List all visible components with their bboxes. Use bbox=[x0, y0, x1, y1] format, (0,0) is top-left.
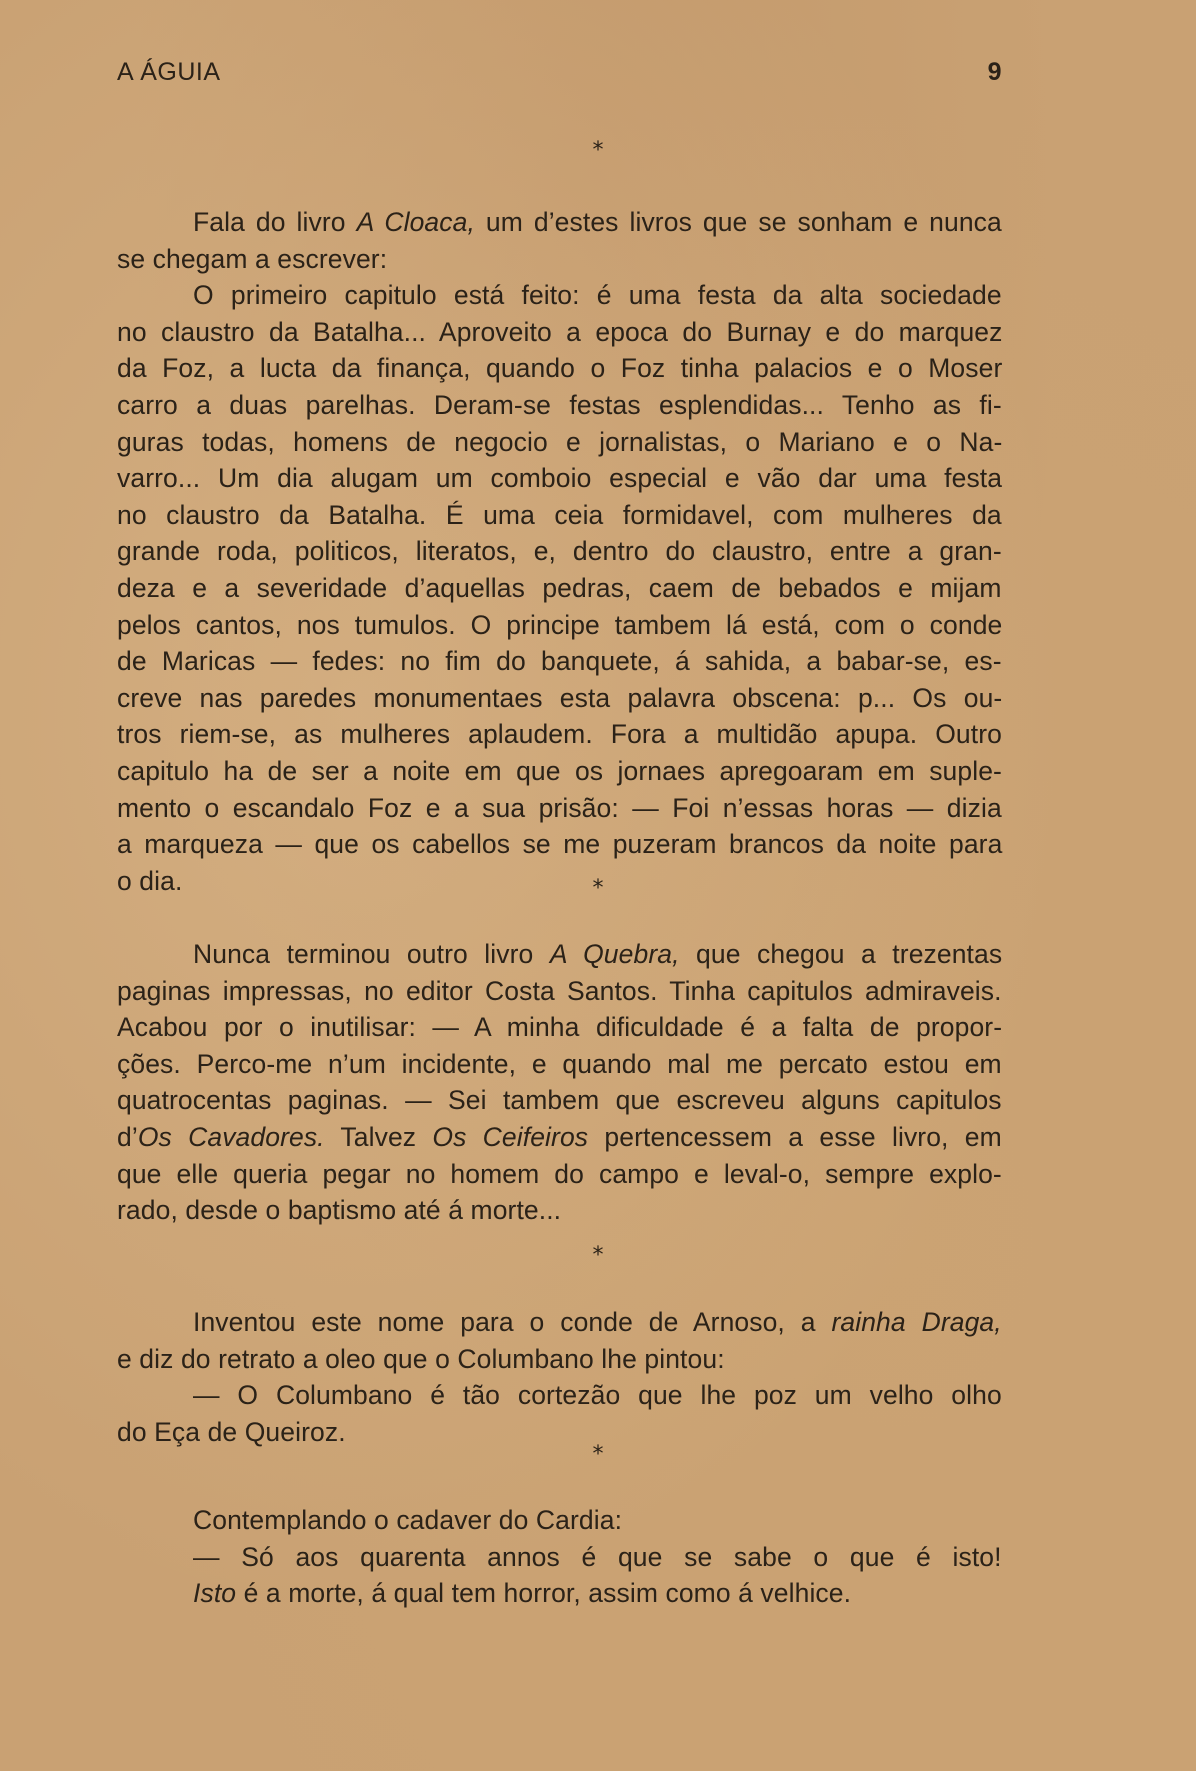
text-line: deza e a severidade d’aquellas pedras, caem de bebados e mijam bbox=[117, 572, 1002, 603]
section-cloaca bbox=[117, 204, 1002, 899]
text-line: e diz do retrato a oleo que o Columbano lhe pintou: bbox=[117, 1343, 725, 1374]
text-line: O primeiro capitulo está feito: é uma festa da alta sociedade bbox=[193, 280, 1002, 311]
text-line: no claustro da Batalha... Aproveito a epoca do Burnay e do marquez bbox=[117, 316, 1003, 347]
text-line: tros riem-se, as mulheres aplaudem. Fora a multidão apupa. Outro bbox=[117, 719, 1002, 750]
text-line: — O Columbano é tão cortezão que lhe poz um velho olho bbox=[193, 1380, 1002, 1411]
text-line: Nunca terminou outro livro A Quebra, que chegou a trezentas bbox=[193, 939, 1003, 969]
italic-title: rainha Draga, bbox=[831, 1307, 1002, 1337]
text-line: Contemplando o cadaver do Cardia: bbox=[193, 1505, 623, 1535]
text-line: pelos cantos, nos tumulos. O principe tambem lá está, com o conde bbox=[117, 609, 1003, 640]
text-line: capitulo ha de ser a noite em que os jornaes apregoaram em suple- bbox=[117, 755, 1002, 786]
section-separator: * bbox=[592, 1442, 604, 1467]
text-line: d’Os Cavadores. Talvez Os Ceifeiros pertencessem a esse livro, em bbox=[117, 1121, 1002, 1152]
text-line: do Eça de Queiroz. bbox=[117, 1416, 346, 1447]
text-line: creve nas paredes monumentaes esta palavra obscena: p... Os ou- bbox=[117, 682, 1003, 713]
section-cardia bbox=[117, 1502, 1002, 1612]
section-quebra bbox=[117, 936, 1002, 1229]
text-line: ções. Perco-me n’um incidente, e quando mal me percato estou em bbox=[117, 1048, 1002, 1079]
italic-title: A Cloaca, bbox=[356, 207, 475, 237]
text-line: Isto é a morte, á qual tem horror, assim como á velhice. bbox=[193, 1578, 852, 1609]
section-separator: * bbox=[592, 138, 604, 163]
text-line: carro a duas parelhas. Deram-se festas esplendidas... Tenho as fi- bbox=[117, 389, 1002, 420]
text-line: quatrocentas paginas. — Sei tambem que escreveu alguns capitulos bbox=[117, 1085, 1002, 1116]
text-line: guras todas, homens de negocio e jornalistas, o Mariano e o Na- bbox=[117, 426, 1003, 457]
journal-title: A ÁGUIA bbox=[117, 58, 221, 86]
text-line: varro... Um dia alugam um comboio especial e vão dar uma festa bbox=[117, 463, 1003, 494]
text-line: que elle queria pegar no homem do campo e leval-o, sempre explo- bbox=[117, 1158, 1002, 1189]
text-line: de Maricas — fedes: no fim do banquete, á sahida, a babar-se, es- bbox=[117, 646, 1002, 677]
section-separator: * bbox=[592, 1243, 604, 1268]
page-number: 9 bbox=[987, 58, 1002, 86]
section-separator: * bbox=[592, 876, 604, 901]
text-line: — Só aos quarenta annos é que se sabe o que é isto! bbox=[193, 1541, 1002, 1572]
italic-title: A Quebra, bbox=[549, 939, 680, 969]
text-line: Acabou por o inutilisar: — A minha dificuldade é a falta de propor- bbox=[117, 1012, 1003, 1043]
text-line: mento o escandalo Foz e a sua prisão: — Foi n’essas horas — dizia bbox=[117, 792, 1002, 823]
text-line: no claustro da Batalha. É uma ceia formidavel, com mulheres da bbox=[117, 499, 1002, 530]
text-line: a marqueza — que os cabellos se me puzeram brancos da noite para bbox=[117, 829, 1003, 860]
text-line: grande roda, politicos, literatos, e, dentro do claustro, entre a gran- bbox=[117, 536, 1002, 567]
italic-title: Os Cavadores. bbox=[137, 1121, 325, 1152]
text-line: Fala do livro A Cloaca, um d’estes livros que se sonham e nunca bbox=[193, 207, 1002, 237]
text-line: o dia. bbox=[117, 865, 183, 896]
text-line: Inventou este nome para o conde de Arnoso, a rainha Draga, bbox=[193, 1307, 1002, 1337]
text-line: rado, desde o baptismo até á morte... bbox=[117, 1195, 562, 1226]
text-line: se chegam a escrever: bbox=[117, 243, 388, 274]
section-rainha-draga bbox=[117, 1304, 1002, 1450]
italic-title: Isto bbox=[193, 1578, 237, 1609]
text-line: paginas impressas, no editor Costa Santos. Tinha capitulos admiraveis. bbox=[117, 975, 1002, 1006]
text-line: da Foz, a lucta da finança, quando o Foz tinha palacios e o Moser bbox=[117, 353, 1003, 384]
italic-title: Os Ceifeiros bbox=[432, 1121, 589, 1152]
